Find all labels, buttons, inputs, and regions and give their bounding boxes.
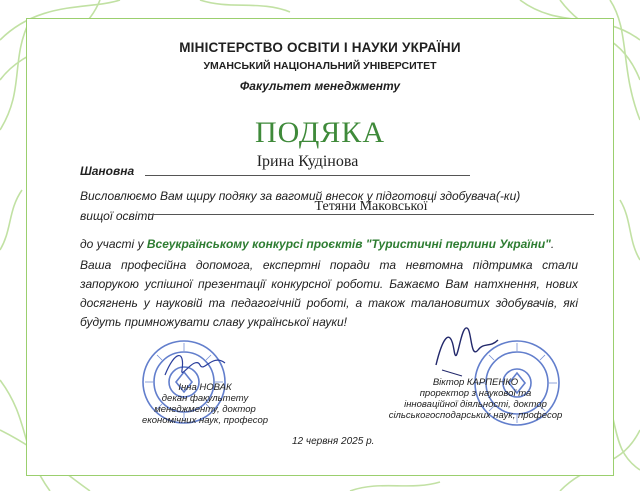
ministry-heading: МІНІСТЕРСТВО ОСВІТИ І НАУКИ УКРАЇНИ xyxy=(179,40,461,55)
right-signature xyxy=(432,320,502,380)
contest-prefix: до участі у xyxy=(80,237,147,251)
recipient-name: Ірина Кудінова xyxy=(256,153,359,170)
body-line-2-prefix: вищої освіти xyxy=(80,209,155,223)
salutation: Шановна xyxy=(80,164,135,178)
left-signatory-title-2: менеджменту, доктор xyxy=(154,404,256,415)
contest-suffix: . xyxy=(550,237,555,251)
recipient-underline xyxy=(145,175,470,176)
right-signatory-title-3: сільськогосподарських наук, професор xyxy=(388,410,563,421)
body-line-3 xyxy=(80,237,554,251)
body-line-1: Висловлюємо Вам щиру подяку за вагомий внесок у підготовці здобувача(-ки) xyxy=(80,189,521,203)
right-signatory-title-2: інноваційної діяльності, доктор xyxy=(404,399,547,410)
issue-date: 12 червня 2025 р. xyxy=(292,436,375,447)
faculty-heading: Факультет менеджменту xyxy=(239,79,401,93)
right-signatory-block xyxy=(388,377,563,421)
left-signatory-title-1: декан факультету xyxy=(161,393,249,404)
body-paragraph: Ваша професійна допомога, експертні поради та невтомна підтримка стали запорукою успішної презентації конкурсної роботи. Бажаємо Вам натхнення, нових досягнень у науковій та педагогічній роботі, а також талановитих здобувачів, які будуть примножувати славу української науки! xyxy=(80,258,578,329)
contest-title: "Туристичні перлини України" xyxy=(365,237,551,251)
right-signatory-name: Віктор КАРПЕНКО xyxy=(432,377,519,388)
left-signatory-block xyxy=(130,382,280,426)
left-signatory-name: Інна НОВАК xyxy=(178,382,232,393)
student-name: Тетяни Маковської xyxy=(314,199,428,214)
university-heading: УМАНСЬКИЙ НАЦІОНАЛЬНИЙ УНІВЕРСИТЕТ xyxy=(203,60,437,72)
right-signatory-title-1: проректор з наукової та xyxy=(419,388,532,399)
certificate-title: ПОДЯКА xyxy=(255,116,385,149)
left-signature xyxy=(160,345,230,385)
contest-name: Всеукраїнському конкурсі проєктів xyxy=(146,237,366,251)
left-signatory-title-3: економічних наук, професор xyxy=(141,415,269,426)
